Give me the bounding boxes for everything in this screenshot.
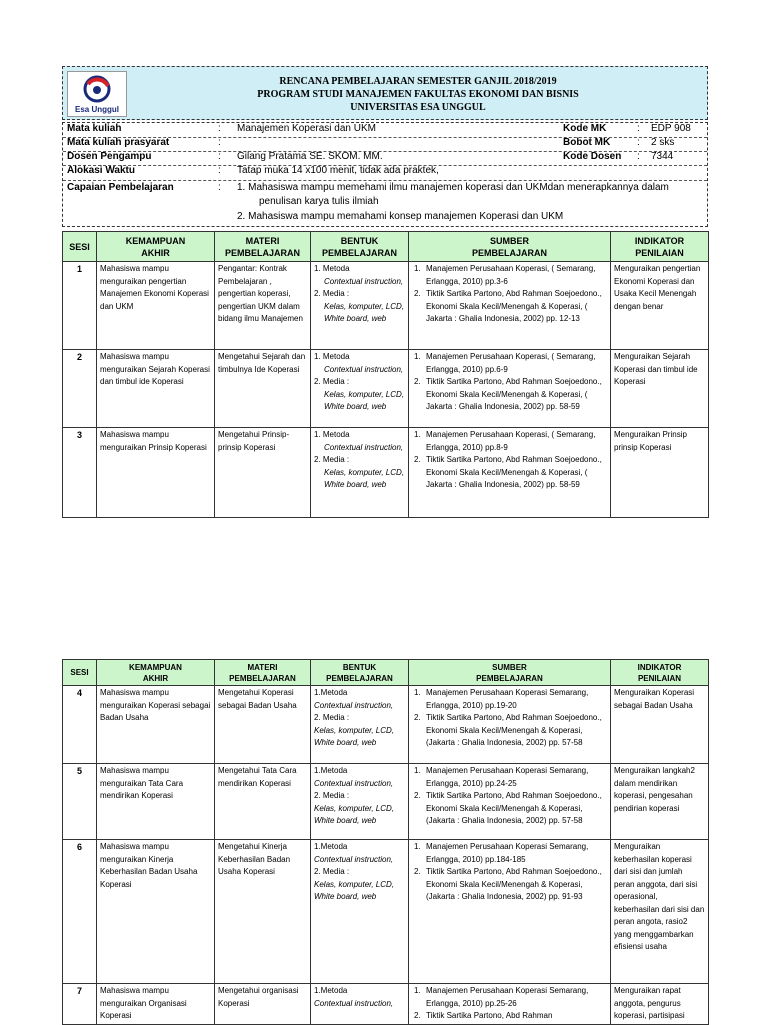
col-sesi-label: SESI [70,668,89,677]
sumber-item: 1. Manajemen Perusahaan Koperasi, ( Semarang, Erlangga, 2010) pp.6-9 [414,352,596,374]
bentuk-metoda-detail: Contextual instruction, [324,364,404,374]
rps-table-2 [62,659,709,1025]
col-kemampuan [97,660,215,686]
bentuk-media: 2. Media : [314,713,350,722]
cell-materi: Mengetahui Sejarah dan timbulnya Ide Koperasi [215,350,311,428]
sumber-text: Manajemen Perusahaan Koperasi Semarang, Erlangga, 2010) pp.184-185 [426,842,589,864]
cell-indikator: Menguraikan rapat anggota, pengurus koperasi, partisipasi [611,984,709,1025]
sumber-item: 2. Tiktik Sartika Partono, Abd Rahman Soejoedono., Ekonomi Skala Kecil/Menengah & Koperasi, (Jakarta : Ghalia Indonesia, 2002) pp. 57-58 [414,713,602,747]
cell-sumber [409,262,611,350]
col-sumber-label: SUMBER [489,235,529,246]
sumber-item: 1. Manajemen Perusahaan Koperasi Semarang, Erlangga, 2010) pp.184-185 [414,842,589,864]
col-bentuk [311,660,409,686]
sumber-item: 2. Tiktik Sartika Partono, Abd Rahman Soejoedono., Ekonomi Skala Kecil/Menengah & Koperasi, ( Jakarta : Ghalia Indonesia, 2002) pp. 58-59 [414,377,602,411]
bentuk-metoda-detail: Contextual instruction, [314,778,394,788]
col-materi [215,660,311,686]
cell-materi: Pengantar: Kontrak Pembelajaran , pengertian koperasi, pengertian UKM dalam bidang ilmu Manajemen [215,262,311,350]
bentuk-media: 2. Media : [314,867,350,876]
cell-kemampuan: Mahasiswa mampu menguraikan pengertian Manajemen Ekonomi Koperasi dan UKM [97,262,215,350]
info-row-alokasi [63,165,707,181]
sumber-list [412,841,607,904]
bentuk-metoda: 1.Metoda [314,688,348,697]
cell-materi: Mengetahui Tata Cara mendirikan Koperasi [215,764,311,840]
table-header-row [63,660,709,686]
sumber-item: 1. Manajemen Perusahaan Koperasi Semarang, Erlangga, 2010) pp.24-25 [414,766,589,788]
colon: : [218,137,221,148]
info-row-prasyarat [63,137,707,152]
info-row-mata-kuliah [63,123,707,138]
table-row [63,350,709,428]
cell-kemampuan: Mahasiswa mampu menguraikan Tata Cara mendirikan Koperasi [97,764,215,840]
capaian-item-1-cont: penulisan karya tulis ilmiah [259,196,379,207]
colon: : [637,123,640,134]
cell-indikator: Menguraikan Koperasi sebagai Badan Usaha [611,686,709,764]
bentuk-metoda-detail: Contextual instruction, [314,700,394,710]
cell-sesi: 5 [63,764,97,840]
capaian-item-1: 1. Mahasiswa mampu memehami ilmu manajemen koperasi dan UKMdan menerapkannya dalam [237,182,669,193]
bentuk-metoda: 1. Metoda [314,352,350,361]
bentuk-media-detail: Kelas, komputer, LCD, White board, web [324,301,405,323]
cell-bentuk [311,984,409,1025]
sumber-list [412,351,607,414]
cell-materi: Mengetahui Kinerja Keberhasilan Badan Usaha Koperasi [215,840,311,984]
col-indikator-label: INDIKATOR [634,235,685,246]
col-bentuk-label-2: PEMBELAJARAN [326,673,393,683]
col-sumber-label-2: PEMBELAJARAN [476,673,543,683]
cell-indikator: Menguraikan Prinsip prinsip Koperasi [611,428,709,518]
bentuk-media-detail: Kelas, komputer, LCD, White board, web [314,879,395,901]
sumber-item: 1. Manajemen Perusahaan Koperasi Semarang, Erlangga, 2010) pp.25-26 [414,986,589,1008]
bentuk-metoda: 1. Metoda [314,264,350,273]
col-materi-label: MATERI [245,235,280,246]
mata-kuliah-value: Manajemen Koperasi dan UKM [237,123,376,134]
sumber-text: Manajemen Perusahaan Koperasi Semarang, Erlangga, 2010) pp.25-26 [426,986,589,1008]
bentuk-media-detail: Kelas, komputer, LCD, White board, web [324,389,405,411]
rps-title: RENCANA PEMBELAJARAN SEMESTER GANJIL 2018/2019 [279,76,557,87]
cell-indikator: Menguraikan Sejarah Koperasi dan timbul ide Koperasi [611,350,709,428]
bobot-label: Bobot MK [563,137,611,148]
col-sesi [63,232,97,262]
cell-materi: Mengetahui organisasi Koperasi [215,984,311,1025]
sumber-text: Tiktik Sartika Partono, Abd Rahman Soejoedono., Ekonomi Skala Kecil/Menengah & Koperasi, ( Jakarta : Ghalia Indonesia, 2002) pp. 58-59 [426,377,602,411]
alokasi-label: Alokasi Waktu [67,165,135,176]
col-materi-label-2: PEMBELAJARAN [224,247,300,258]
sumber-text: Tiktik Sartika Partono, Abd Rahman [426,1011,553,1020]
bentuk-media-detail: Kelas, komputer, LCD, White board, web [324,467,405,489]
sumber-text: Manajemen Perusahaan Koperasi, ( Semarang, Erlangga, 2010) pp.8-9 [426,430,596,452]
colon: : [637,137,640,148]
sumber-text: Manajemen Perusahaan Koperasi Semarang, Erlangga, 2010) pp.19-20 [426,688,589,710]
bentuk-media-detail: Kelas, komputer, LCD, White board, web [314,803,395,825]
cell-sumber [409,350,611,428]
colon: : [218,151,221,162]
logo-emblem-icon [82,74,112,104]
cell-kemampuan: Mahasiswa mampu menguraikan Koperasi sebagai Badan Usaha [97,686,215,764]
col-bentuk-label-2: PEMBELAJARAN [321,247,397,258]
sumber-text: Manajemen Perusahaan Koperasi, ( Semarang, Erlangga, 2010) pp.3-6 [426,264,596,286]
bobot-value: 2 sks [651,137,675,148]
cell-materi: Mengetahui Prinsip-prinsip Koperasi [215,428,311,518]
sumber-list [412,429,607,492]
cell-sesi: 2 [63,350,97,428]
sumber-text: Tiktik Sartika Partono, Abd Rahman Soejoedono., Ekonomi Skala Kecil/Menengah & Koperasi, (Jakarta : Ghalia Indonesia, 2002) pp. 91-93 [426,867,602,901]
mata-kuliah-label: Mata kuliah [67,123,122,134]
col-indikator-label: INDIKATOR [637,662,682,672]
bentuk-metoda: 1.Metoda [314,842,348,851]
dosen-label: Dosen Pengampu [67,151,152,162]
prasyarat-label: Mata kuliah prasyarat [67,137,170,148]
table-row [63,262,709,350]
university-logo [67,71,127,117]
cell-sesi: 4 [63,686,97,764]
col-kemampuan [97,232,215,262]
table-header-row [63,232,709,262]
col-indikator [611,232,709,262]
course-info [62,122,708,227]
kode-dosen-label: Kode Dosen [563,151,622,162]
cell-kemampuan: Mahasiswa mampu menguraikan Prinsip Koperasi [97,428,215,518]
col-kemampuan-label: KEMAMPUAN [125,235,186,246]
cell-indikator: Menguraikan langkah2 dalam mendirikan koperasi, pengesahan pendirian koperasi [611,764,709,840]
sumber-list [412,765,607,828]
university-title: UNIVERSITAS ESA UNGGUL [350,102,486,113]
col-sumber-label: SUMBER [492,662,527,672]
col-kemampuan-label-2: AKHIR [141,247,170,258]
cell-materi: Mengetahui Koperasi sebagai Badan Usaha [215,686,311,764]
bentuk-media-detail: Kelas, komputer, LCD, White board, web [314,725,395,747]
bentuk-metoda: 1.Metoda [314,766,348,775]
capaian-item-2: 2. Mahasiswa mampu memahami konsep manajemen Koperasi dan UKM [237,211,564,222]
info-row-capaian [63,180,707,226]
colon: : [637,151,640,162]
cell-kemampuan: Mahasiswa mampu menguraikan Kinerja Keberhasilan Badan Usaha Koperasi [97,840,215,984]
table-row [63,428,709,518]
info-row-dosen [63,151,707,166]
bentuk-metoda: 1.Metoda [314,986,348,995]
alokasi-value: Tatap muka 14 x100 menit, tidak ada praktek, [237,165,439,176]
sumber-item: 2. Tiktik Sartika Partono, Abd Rahman Soejoedono., Ekonomi Skala Kecil/Menengah & Koperasi, (Jakarta : Ghalia Indonesia, 2002) pp. 57-58 [414,791,602,825]
bentuk-metoda-detail: Contextual instruction, [324,276,404,286]
sumber-list [412,985,607,1023]
cell-bentuk [311,686,409,764]
kode-dosen-value: 7344 [651,151,674,162]
cell-sesi: 3 [63,428,97,518]
col-bentuk [311,232,409,262]
sumber-text: Manajemen Perusahaan Koperasi Semarang, Erlangga, 2010) pp.24-25 [426,766,589,788]
bentuk-media: 2. Media : [314,791,350,800]
sumber-item: 2. Tiktik Sartika Partono, Abd Rahman Soejoedono., Ekonomi Skala Kecil/Menengah & Koperasi, ( Jakarta : Ghalia Indonesia, 2002) pp. 12-13 [414,289,602,323]
sumber-list [412,263,607,326]
colon: : [218,165,221,176]
bentuk-metoda-detail: Contextual instruction, [314,998,394,1008]
col-sesi-label: SESI [69,241,90,252]
bentuk-media: 2. Media : [314,377,350,386]
col-sesi [63,660,97,686]
cell-kemampuan: Mahasiswa mampu menguraikan Organisasi Koperasi [97,984,215,1025]
sumber-text: Tiktik Sartika Partono, Abd Rahman Soejoedono., Ekonomi Skala Kecil/Menengah & Koperasi, (Jakarta : Ghalia Indonesia, 2002) pp. 57-58 [426,713,602,747]
cell-bentuk [311,262,409,350]
cell-sesi: 7 [63,984,97,1025]
cell-sumber [409,984,611,1025]
cell-bentuk [311,840,409,984]
sumber-item: 1. Manajemen Perusahaan Koperasi, ( Semarang, Erlangga, 2010) pp.8-9 [414,430,596,452]
col-materi-label-2: PEMBELAJARAN [229,673,296,683]
cell-sumber [409,840,611,984]
document-header [62,66,708,120]
kode-mk-label: Kode MK [563,123,607,134]
sumber-text: Manajemen Perusahaan Koperasi, ( Semarang, Erlangga, 2010) pp.6-9 [426,352,596,374]
cell-indikator: Menguraikan keberhasilan koperasi dari sisi dan jumlah peran anggota, dari sisi operasional, keberhasilan dari sisi dan peran angota, rasio2 yang menggambarkan efisiensi usaha [611,840,709,984]
cell-indikator: Menguraikan pengertian Ekonomi Koperasi dan Usaka Kecil Menengah dengan benar [611,262,709,350]
capaian-label: Capaian Pembelajaran [67,182,174,193]
bentuk-media: 2. Media : [314,289,350,298]
colon: : [218,182,221,193]
sumber-text: Tiktik Sartika Partono, Abd Rahman Soejoedono., Ekonomi Skala Kecil/Menengah & Koperasi, ( Jakarta : Ghalia Indonesia, 2002) pp. 58-59 [426,455,602,489]
bentuk-metoda: 1. Metoda [314,430,350,439]
col-bentuk-label: BENTUK [342,662,377,672]
sumber-text: Tiktik Sartika Partono, Abd Rahman Soejoedono., Ekonomi Skala Kecil/Menengah & Koperasi, (Jakarta : Ghalia Indonesia, 2002) pp. 57-58 [426,791,602,825]
col-indikator-label-2: PENILAIAN [635,247,684,258]
bentuk-metoda-detail: Contextual instruction, [314,854,394,864]
dosen-value: Gilang Pratama SE. SKOM. MM. [237,151,383,162]
cell-bentuk [311,350,409,428]
cell-sumber [409,686,611,764]
kode-mk-value: EDP 908 [651,123,691,134]
colon: : [218,123,221,134]
col-sumber-label-2: PEMBELAJARAN [471,247,547,258]
cell-bentuk [311,764,409,840]
cell-kemampuan: Mahasiswa mampu menguraikan Sejarah Koperasi dan timbul ide Koperasi [97,350,215,428]
cell-sesi: 6 [63,840,97,984]
bentuk-media: 2. Media : [314,455,350,464]
sumber-list [412,687,607,750]
col-bentuk-label: BENTUK [340,235,379,246]
cell-sesi: 1 [63,262,97,350]
col-sumber [409,660,611,686]
table-row [63,840,709,984]
col-sumber [409,232,611,262]
cell-sumber [409,428,611,518]
sumber-item: 1. Manajemen Perusahaan Koperasi Semarang, Erlangga, 2010) pp.19-20 [414,688,589,710]
table-row [63,984,709,1025]
sumber-item: 1. Manajemen Perusahaan Koperasi, ( Semarang, Erlangga, 2010) pp.3-6 [414,264,596,286]
bentuk-metoda-detail: Contextual instruction, [324,442,404,452]
col-materi-label: MATERI [247,662,278,672]
table-row [63,686,709,764]
sumber-text: Tiktik Sartika Partono, Abd Rahman Soejoedono., Ekonomi Skala Kecil/Menengah & Koperasi, ( Jakarta : Ghalia Indonesia, 2002) pp. 12-13 [426,289,602,323]
cell-bentuk [311,428,409,518]
col-kemampuan-label-2: AKHIR [142,673,169,683]
table-row [63,764,709,840]
sumber-item: 2. Tiktik Sartika Partono, Abd Rahman Soejoedono., Ekonomi Skala Kecil/Menengah & Koperasi, (Jakarta : Ghalia Indonesia, 2002) pp. 91-93 [414,867,602,901]
col-materi [215,232,311,262]
logo-text: Esa Unggul [74,105,119,114]
cell-sumber [409,764,611,840]
rps-table-1 [62,231,709,518]
col-kemampuan-label: KEMAMPUAN [129,662,182,672]
program-title: PROGRAM STUDI MANAJEMEN FAKULTAS EKONOMI DAN BISNIS [257,89,579,100]
col-indikator-label-2: PENILAIAN [637,673,682,683]
col-indikator [611,660,709,686]
sumber-item: 2. Tiktik Sartika Partono, Abd Rahman Soejoedono., Ekonomi Skala Kecil/Menengah & Koperasi, ( Jakarta : Ghalia Indonesia, 2002) pp. 58-59 [414,455,602,489]
sumber-item: 2. Tiktik Sartika Partono, Abd Rahman [414,1011,553,1020]
